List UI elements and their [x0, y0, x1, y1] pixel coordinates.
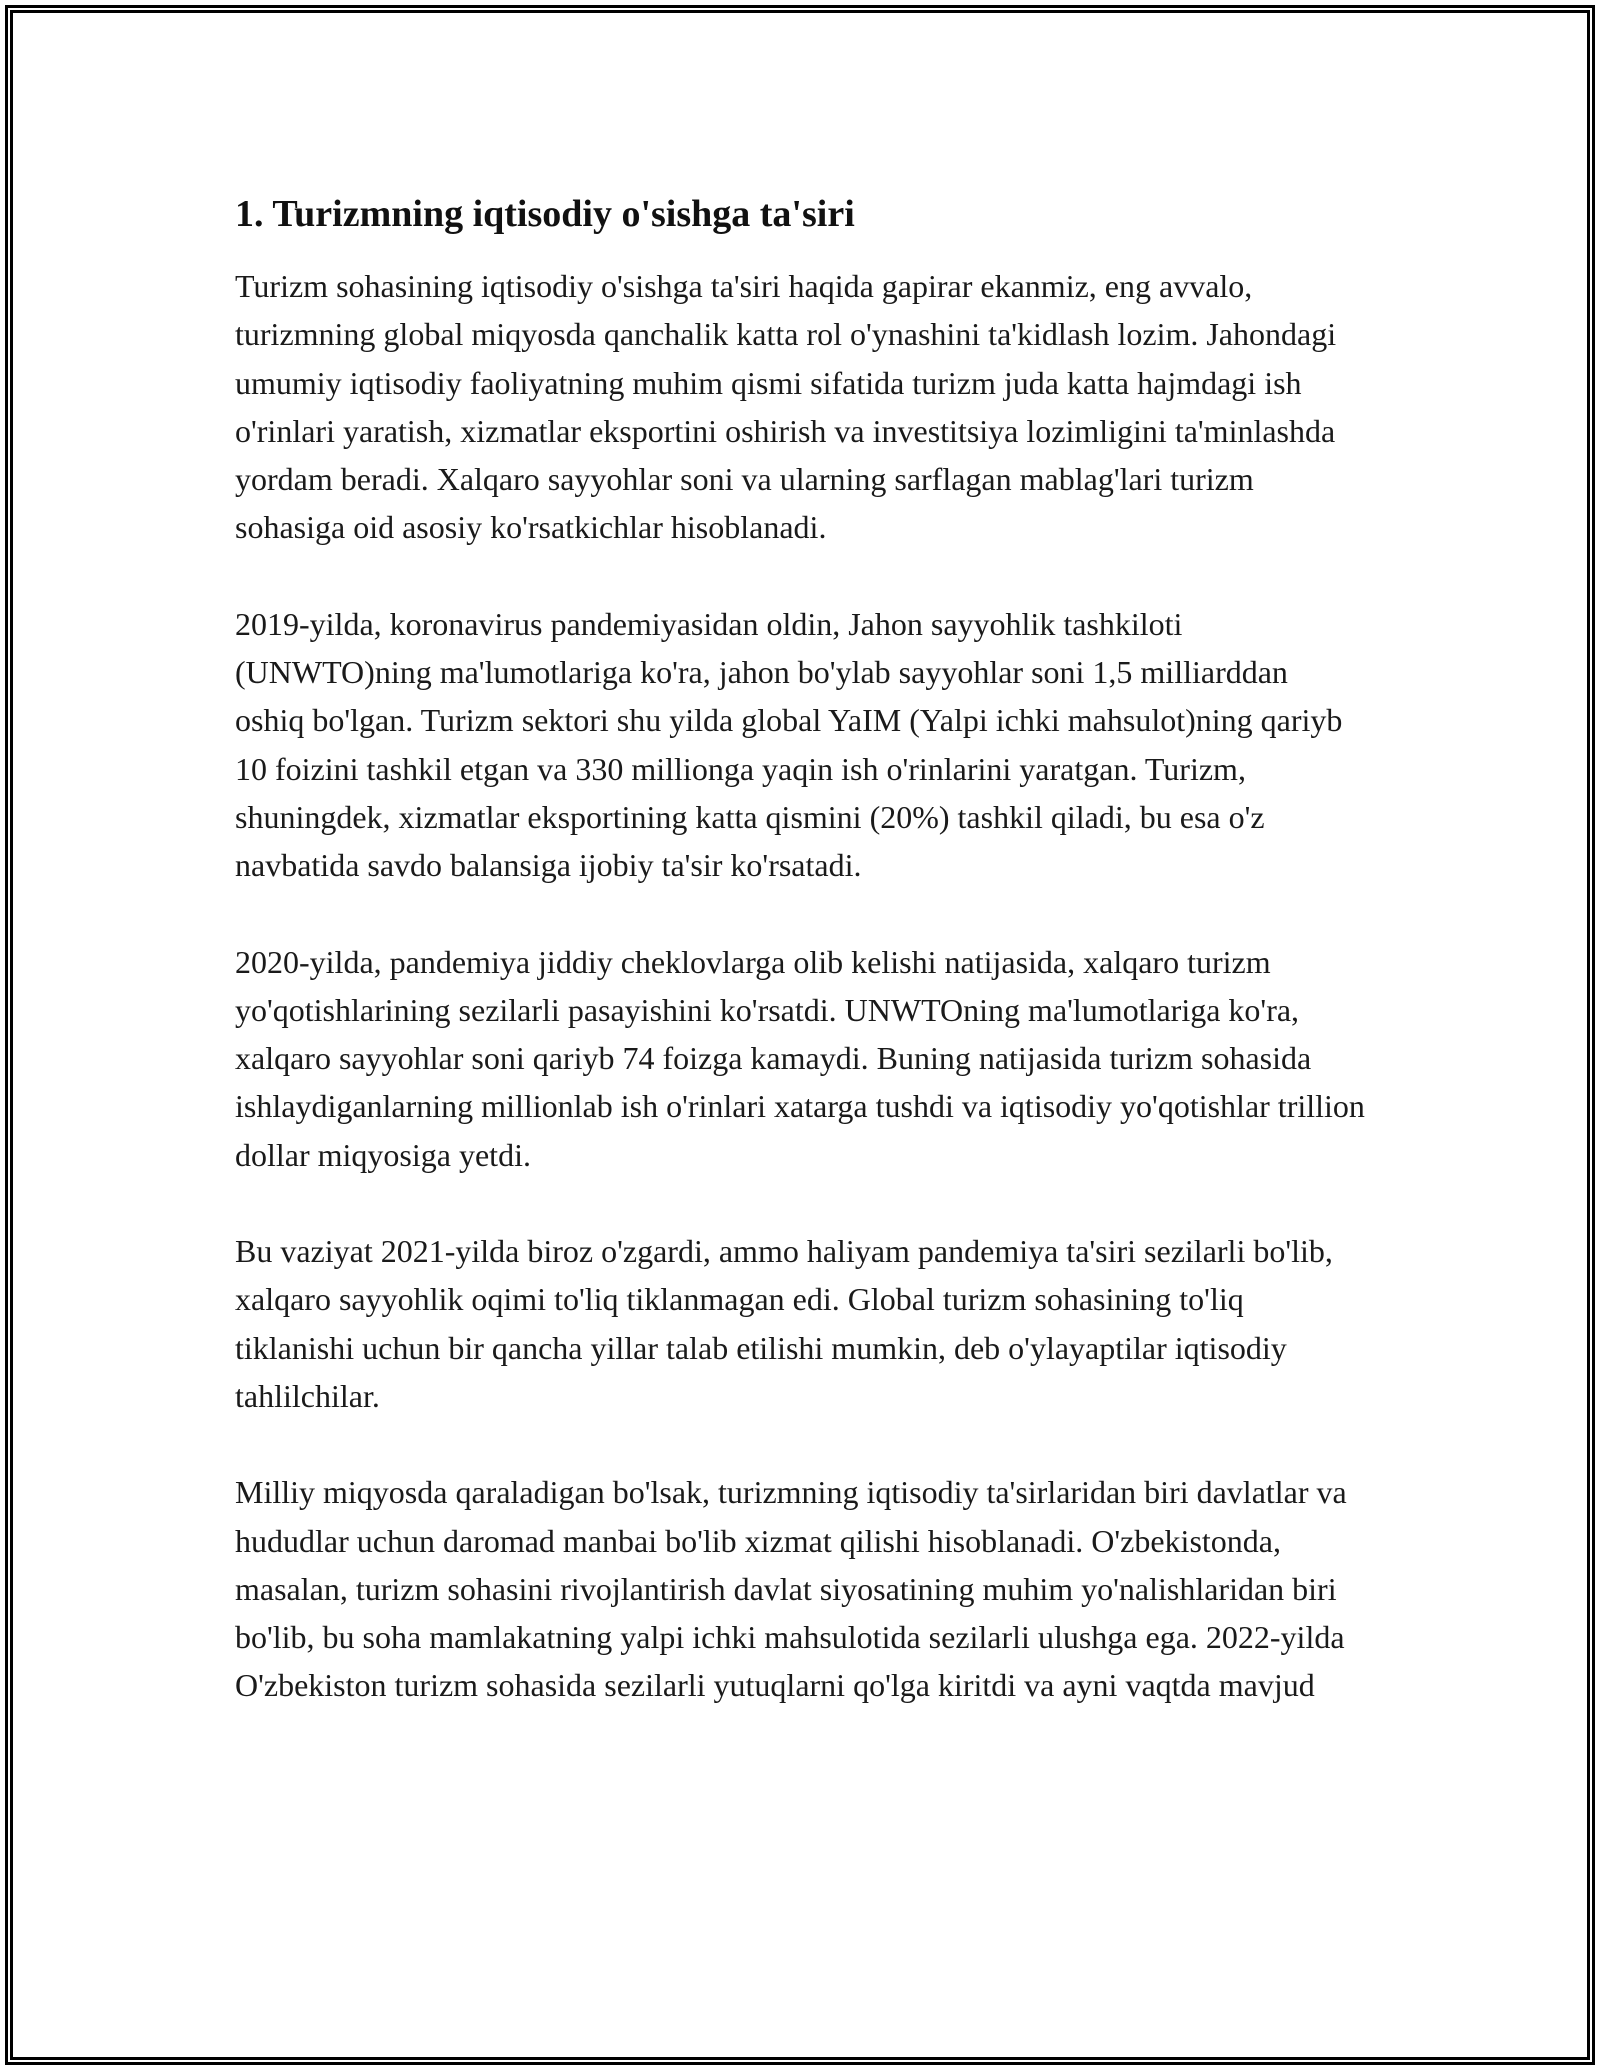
paragraph-2020-pandemic: 2020-yilda, pandemiya jiddiy cheklovlarga olib kelishi natijasida, xalqaro turizm yo'qotishlarining sezilarli pasayishini ko'rsatdi. UNWTOning ma'lumotlariga ko'ra, xalqaro sayyohlar soni qariyb 74 foizga kamaydi. Buning natijasida turizm sohasida ishlaydiganlarning millionlab ish o'rinlari xatarga tushdi va iqtisodiy yo'qotishlar trillion dollar miqyosiga yetdi. — [235, 943, 1365, 1173]
section-heading: 1. Turizmning iqtisodiy o'sishga ta'siri — [235, 193, 855, 235]
paragraph-2019-statistics: 2019-yilda, koronavirus pandemiyasidan oldin, Jahon sayyohlik tashkiloti (UNWTO)ning ma'lumotlariga ko'ra, jahon bo'ylab sayyohlar soni 1,5 milliarddan oshiq bo'lgan. Turizm sektori shu yilda global YaIM (Yalpi ichki mahsulot)ning qariyb 10 foizini tashkil etgan va 330 millionga yaqin ish o'rinlarini yaratgan. Turizm, shuningdek, xizmatlar eksportining katta qismini (20%) tashkil qiladi, bu esa o'z navbatida savdo balansiga ijobiy ta'sir ko'rsatadi. — [235, 605, 1343, 884]
paragraph-global-role: Turizm sohasining iqtisodiy o'sishga ta'siri haqida gapirar ekanmiz, eng avvalo, turizmning global miqyosda qanchalik katta rol o'ynashini ta'kidlash lozim. Jahondagi umumiy iqtisodiy faoliyatning muhim qismi sifatida turizm juda katta hajmdagi ish o'rinlari yaratish, xizmatlar eksportini oshirish va investitsiya lozimligini ta'minlashda yordam beradi. Xalqaro sayyohlar soni va ularning sarflagan mablag'lari turizm sohasiga oid asosiy ko'rsatkichlar hisoblanadi. — [235, 268, 1337, 546]
paragraph-national-level: Milliy miqyosda qaraladigan bo'lsak, turizmning iqtisodiy ta'sirlaridan biri davlatlar va hududlar uchun daromad manbai bo'lib xizmat qilishi hisoblanadi. O'zbekistonda, masalan, turizm sohasini rivojlantirish davlat siyosatining muhim yo'nalishlaridan biri bo'lib, bu soha mamlakatning yalpi ichki mahsulotida sezilarli ulushga ega. 2022-yilda O'zbekiston turizm sohasida sezilarli yutuqlarni qo'lga kiritdi va ayni vaqtda mavjud — [235, 1474, 1347, 1704]
document-body — [235, 188, 1365, 1758]
paragraph-2021-recovery: Bu vaziyat 2021-yilda biroz o'zgardi, ammo haliyam pandemiya ta'siri sezilarli bo'lib, xalqaro sayyohlik oqimi to'liq tiklanmagan edi. Global turizm sohasining to'liq tiklanishi uchun bir qancha yillar talab etilishi mumkin, deb o'ylayaptilar iqtisodiy tahlilchilar. — [235, 1233, 1333, 1414]
